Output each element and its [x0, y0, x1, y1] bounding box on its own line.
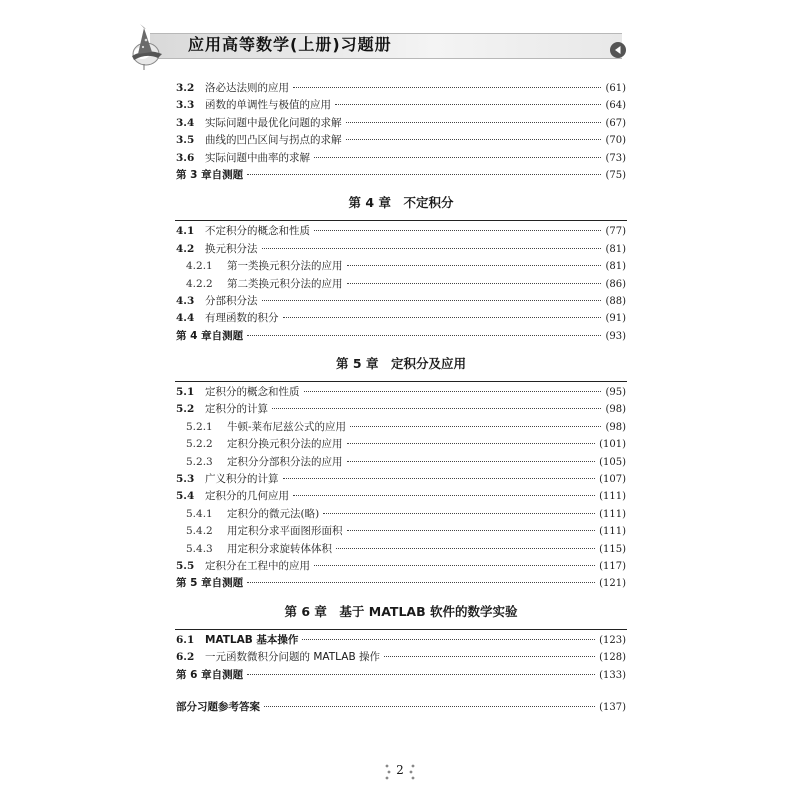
entry-number: 5.4.1 [186, 507, 213, 520]
toc-entry[interactable] [176, 488, 626, 505]
dot-leader [347, 460, 596, 462]
dot-leader [350, 425, 601, 427]
entry-page: (111) [599, 508, 626, 520]
entry-number: 5.2.1 [186, 420, 213, 433]
toc-entry[interactable] [176, 649, 626, 666]
entry-title: 定积分在工程中的应用 [205, 559, 310, 572]
dot-leader [384, 655, 595, 657]
entry-page: (64) [605, 100, 626, 112]
entry-number: 5.2.2 [186, 438, 213, 451]
entry-number: 3.5 [176, 134, 195, 147]
entry-title: 第 6 章自测题 [176, 668, 244, 681]
entry-number: 4.3 [176, 294, 195, 307]
toc-entry[interactable] [176, 471, 626, 488]
entry-page: (128) [599, 652, 626, 664]
entry-title: 用定积分求旋转体体积 [227, 542, 332, 555]
entry-page: (107) [599, 474, 626, 486]
entry-title: 定积分的概念和性质 [205, 386, 300, 399]
entry-page: (73) [605, 152, 626, 164]
entry-title: 分部积分法 [205, 294, 258, 307]
dot-leader [314, 229, 601, 231]
entry-title: 定积分的几何应用 [205, 490, 289, 503]
entry-title: 洛必达法则的应用 [205, 82, 289, 94]
entry-title: MATLAB 基本操作 [205, 633, 299, 646]
dot-leader [302, 638, 595, 640]
toc-entry[interactable] [176, 241, 626, 258]
dot-leader [347, 282, 602, 284]
toc-entry-self-test[interactable] [176, 328, 626, 345]
toc-entry[interactable] [176, 80, 626, 97]
toc-entry[interactable] [176, 132, 626, 149]
entry-title: 部分习题参考答案 [176, 700, 260, 713]
chapter-heading: 第 5 章 定积分及应用 [175, 350, 627, 382]
toc-entry[interactable] [176, 223, 626, 240]
entry-page: (101) [599, 439, 626, 451]
entry-page: (111) [599, 491, 626, 503]
toc-entry-self-test[interactable] [176, 167, 626, 184]
dot-leader [247, 581, 595, 583]
entry-page: (105) [599, 456, 626, 468]
entry-number: 4.2 [176, 242, 195, 255]
toc-subentry[interactable] [176, 419, 626, 436]
toc-entry-appendix[interactable] [176, 699, 626, 716]
dot-leader [247, 673, 595, 675]
dot-leader [262, 247, 602, 249]
entry-page: (98) [605, 421, 626, 433]
dot-leader [346, 138, 602, 140]
dot-leader [247, 173, 601, 175]
entry-title: 曲线的凹凸区间与拐点的求解 [205, 134, 342, 147]
entry-title: 第一类换元积分法的应用 [227, 260, 343, 273]
dot-leader [283, 477, 596, 479]
entry-number: 5.5 [176, 559, 195, 572]
entry-number: 5.1 [176, 386, 195, 399]
entry-page: (115) [599, 543, 626, 555]
entry-page: (137) [599, 701, 626, 713]
entry-page: (93) [605, 330, 626, 342]
toc-subentry[interactable] [176, 276, 626, 293]
dot-leader [336, 547, 595, 549]
toc-entry[interactable] [176, 384, 626, 401]
entry-title: 牛顿-莱布尼兹公式的应用 [227, 420, 347, 433]
entry-number: 3.2 [176, 82, 195, 94]
toc-subentry[interactable] [176, 258, 626, 275]
entry-number: 4.2.2 [186, 277, 213, 290]
toc-entry[interactable] [176, 97, 626, 114]
entry-number: 6.2 [176, 651, 195, 664]
entry-number: 3.6 [176, 151, 195, 164]
entry-page: (61) [605, 83, 626, 94]
entry-title: 函数的单调性与极值的应用 [205, 99, 331, 112]
toc-entry[interactable] [176, 632, 626, 649]
toc-subentry[interactable] [176, 436, 626, 453]
toc-entry[interactable] [176, 293, 626, 310]
running-header-title: 应用高等数学(上册)习题册 [188, 35, 392, 54]
entry-title: 第 3 章自测题 [176, 168, 244, 181]
entry-number: 3.4 [176, 116, 195, 129]
entry-number: 5.2.3 [186, 455, 213, 468]
toc-section-chapter-3 [176, 80, 626, 184]
entry-page: (111) [599, 526, 626, 538]
entry-number: 5.4.2 [186, 525, 213, 538]
toc-entry[interactable] [176, 150, 626, 167]
entry-page: (98) [605, 404, 626, 416]
entry-title: 实际问题中曲率的求解 [205, 151, 310, 164]
entry-title: 实际问题中最优化问题的求解 [205, 116, 342, 129]
entry-number: 6.1 [176, 633, 195, 646]
wizard-hat-logo-icon [122, 20, 174, 72]
dot-leader [272, 407, 601, 409]
dot-leader [314, 564, 595, 566]
dot-leader [347, 529, 596, 531]
entry-number: 5.4 [176, 490, 195, 503]
entry-title: 第二类换元积分法的应用 [227, 277, 343, 290]
entry-title: 定积分的微元法(略) [227, 507, 320, 520]
toc-subentry[interactable] [176, 523, 626, 540]
entry-title: 定积分换元积分法的应用 [227, 438, 343, 451]
chapter-heading: 第 4 章 不定积分 [175, 189, 627, 221]
dot-leader [304, 390, 602, 392]
entry-number: 5.2 [176, 403, 195, 416]
entry-page: (81) [605, 261, 626, 273]
entry-page: (117) [599, 560, 626, 572]
entry-title: 定积分分部积分法的应用 [227, 455, 343, 468]
chapter-heading: 第 6 章 基于 MATLAB 软件的数学实验 [175, 598, 627, 630]
entry-page: (86) [605, 278, 626, 290]
entry-title: 用定积分求平面图形面积 [227, 525, 343, 538]
entry-title: 不定积分的概念和性质 [205, 225, 310, 238]
entry-number: 4.4 [176, 312, 195, 325]
dot-leader [262, 299, 602, 301]
entry-title: 广义积分的计算 [205, 473, 279, 486]
page-number-badge [384, 759, 416, 783]
toc-entry[interactable] [176, 310, 626, 327]
dot-leader [247, 334, 601, 336]
entry-page: (77) [605, 226, 626, 238]
entry-page: (121) [599, 578, 626, 590]
entry-number: 3.3 [176, 99, 195, 112]
spacer [176, 684, 626, 699]
toc-entry[interactable] [176, 115, 626, 132]
page-number: 2 [396, 763, 404, 777]
toc-entry-self-test[interactable] [176, 575, 626, 592]
entry-page: (75) [605, 169, 626, 181]
entry-page: (91) [605, 313, 626, 325]
toc-section-chapter-6 [176, 598, 626, 684]
entry-title: 第 5 章自测题 [176, 577, 244, 590]
entry-title: 第 4 章自测题 [176, 329, 244, 342]
entry-title: 换元积分法 [205, 242, 258, 255]
entry-page: (133) [599, 669, 626, 681]
toc-subentry[interactable] [176, 454, 626, 471]
dot-leader [347, 442, 596, 444]
entry-page: (67) [605, 117, 626, 129]
toc-entry[interactable] [176, 401, 626, 418]
dot-leader [335, 103, 601, 105]
toc-section-chapter-4 [176, 189, 626, 345]
dot-leader [283, 316, 602, 318]
dot-leader [347, 264, 602, 266]
entry-number: 4.2.1 [186, 260, 213, 273]
dot-leader [314, 156, 601, 158]
dot-leader [323, 512, 595, 514]
entry-page: (81) [605, 243, 626, 255]
toc-entry-self-test[interactable] [176, 667, 626, 684]
entry-title: 一元函数微积分问题的 MATLAB 操作 [205, 651, 380, 664]
entry-page: (88) [605, 295, 626, 307]
toc-section-chapter-5 [176, 350, 626, 593]
dot-leader [264, 705, 595, 707]
entry-number: 4.1 [176, 225, 195, 238]
table-of-contents [176, 80, 626, 716]
dot-leader [293, 494, 595, 496]
entry-page: (123) [599, 634, 626, 646]
entry-title: 定积分的计算 [205, 403, 268, 416]
toc-subentry[interactable] [176, 541, 626, 558]
dot-leader [293, 86, 601, 88]
entry-page: (95) [605, 387, 626, 399]
entry-page: (70) [605, 135, 626, 147]
left-arrow-icon [608, 40, 628, 60]
dot-leader [346, 121, 602, 123]
entry-number: 5.4.3 [186, 542, 213, 555]
toc-entry[interactable] [176, 558, 626, 575]
entry-title: 有理函数的积分 [205, 312, 279, 325]
toc-subentry[interactable] [176, 506, 626, 523]
entry-number: 5.3 [176, 473, 195, 486]
